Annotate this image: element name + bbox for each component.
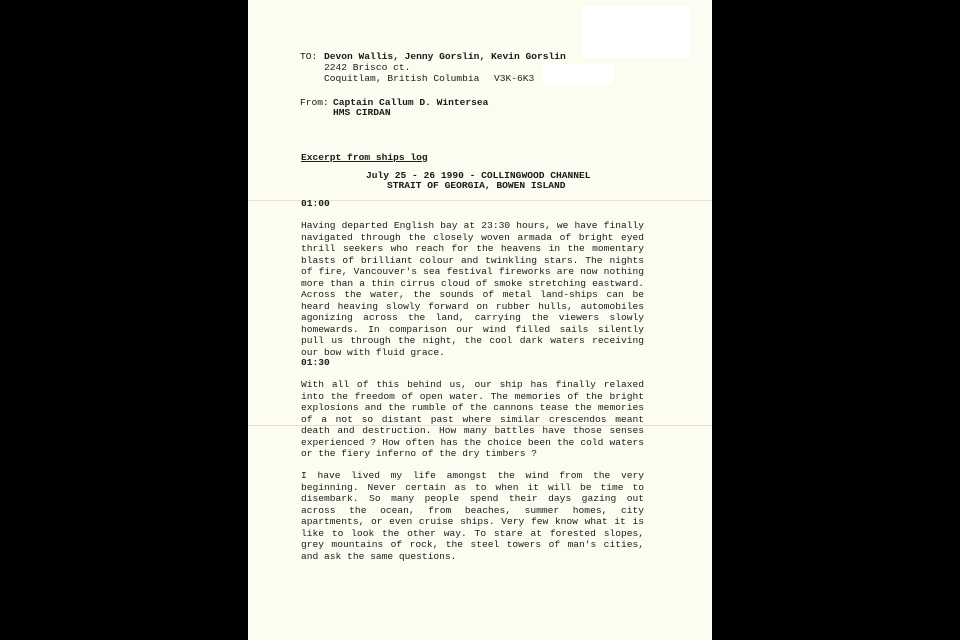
to-label: TO:: [300, 51, 318, 62]
log-location-line: STRAIT OF GEORGIA, BOWEN ISLAND: [387, 180, 566, 191]
entry-time: 01:30: [301, 357, 330, 368]
log-heading: Excerpt from ships log: [301, 152, 428, 163]
recipient-names: Devon Wallis, Jenny Gorslin, Kevin Gorslin: [324, 51, 566, 62]
recipient-city: Coquitlam, British Columbia: [324, 73, 480, 84]
entry-text: With all of this behind us, our ship has finally relaxed into the freedom of open water. The memories of the bright explosions and the rumble of the cannons tease the memories of a not so distant past where similar crescendos meant death and destruction. How many battles have those senses experienced ? How often has the choice been the cold waters or the fiery inferno of the dry timbers ?: [301, 379, 644, 459]
log-date-line: July 25 - 26 1990 - COLLINGWOOD CHANNEL: [366, 170, 591, 181]
letter-page: [248, 0, 712, 640]
from-label: From:: [300, 97, 329, 108]
whiteout-patch: [583, 6, 691, 58]
entry-text-continued: I have lived my life amongst the wind from the very beginning. Never certain as to when it will be time to disembark. So many people spend their days gazing out across the ocean, from beaches, summer homes, city apartments, or even cruise ships. Very few know what it is like to look the other way. To stare at forested slopes, grey mountains of rock, the steel towers of man's cities, and ask the same questions.: [301, 470, 644, 562]
entry-time: 01:00: [301, 198, 330, 209]
recipient-postal: V3K-6K3: [494, 73, 535, 84]
sender-ship: HMS CIRDAN: [333, 107, 391, 118]
entry-text: Having departed English bay at 23:30 hours, we have finally navigated through the closely woven armada of bright eyed thrill seekers who reach for the heavens in the momentary blasts of brilliant colour and twinkling stars. The nights of fire, Vancouver's sea festival fireworks are now nothing more than a thin cirrus cloud of smoke stretching eastward. Across the water, the sounds of metal land-ships can be heard heaving slowly forward on rubber hulls, automobiles agonizing across the land, carrying the viewers slowly homewards. In comparison our wind filled sails silently pull us through the night, the cool dark waters receiving our bow with fluid grace.: [301, 220, 644, 358]
sender-name: Captain Callum D. Wintersea: [333, 97, 489, 108]
recipient-street: 2242 Brisco ct.: [324, 62, 411, 73]
whiteout-patch: [543, 64, 613, 84]
